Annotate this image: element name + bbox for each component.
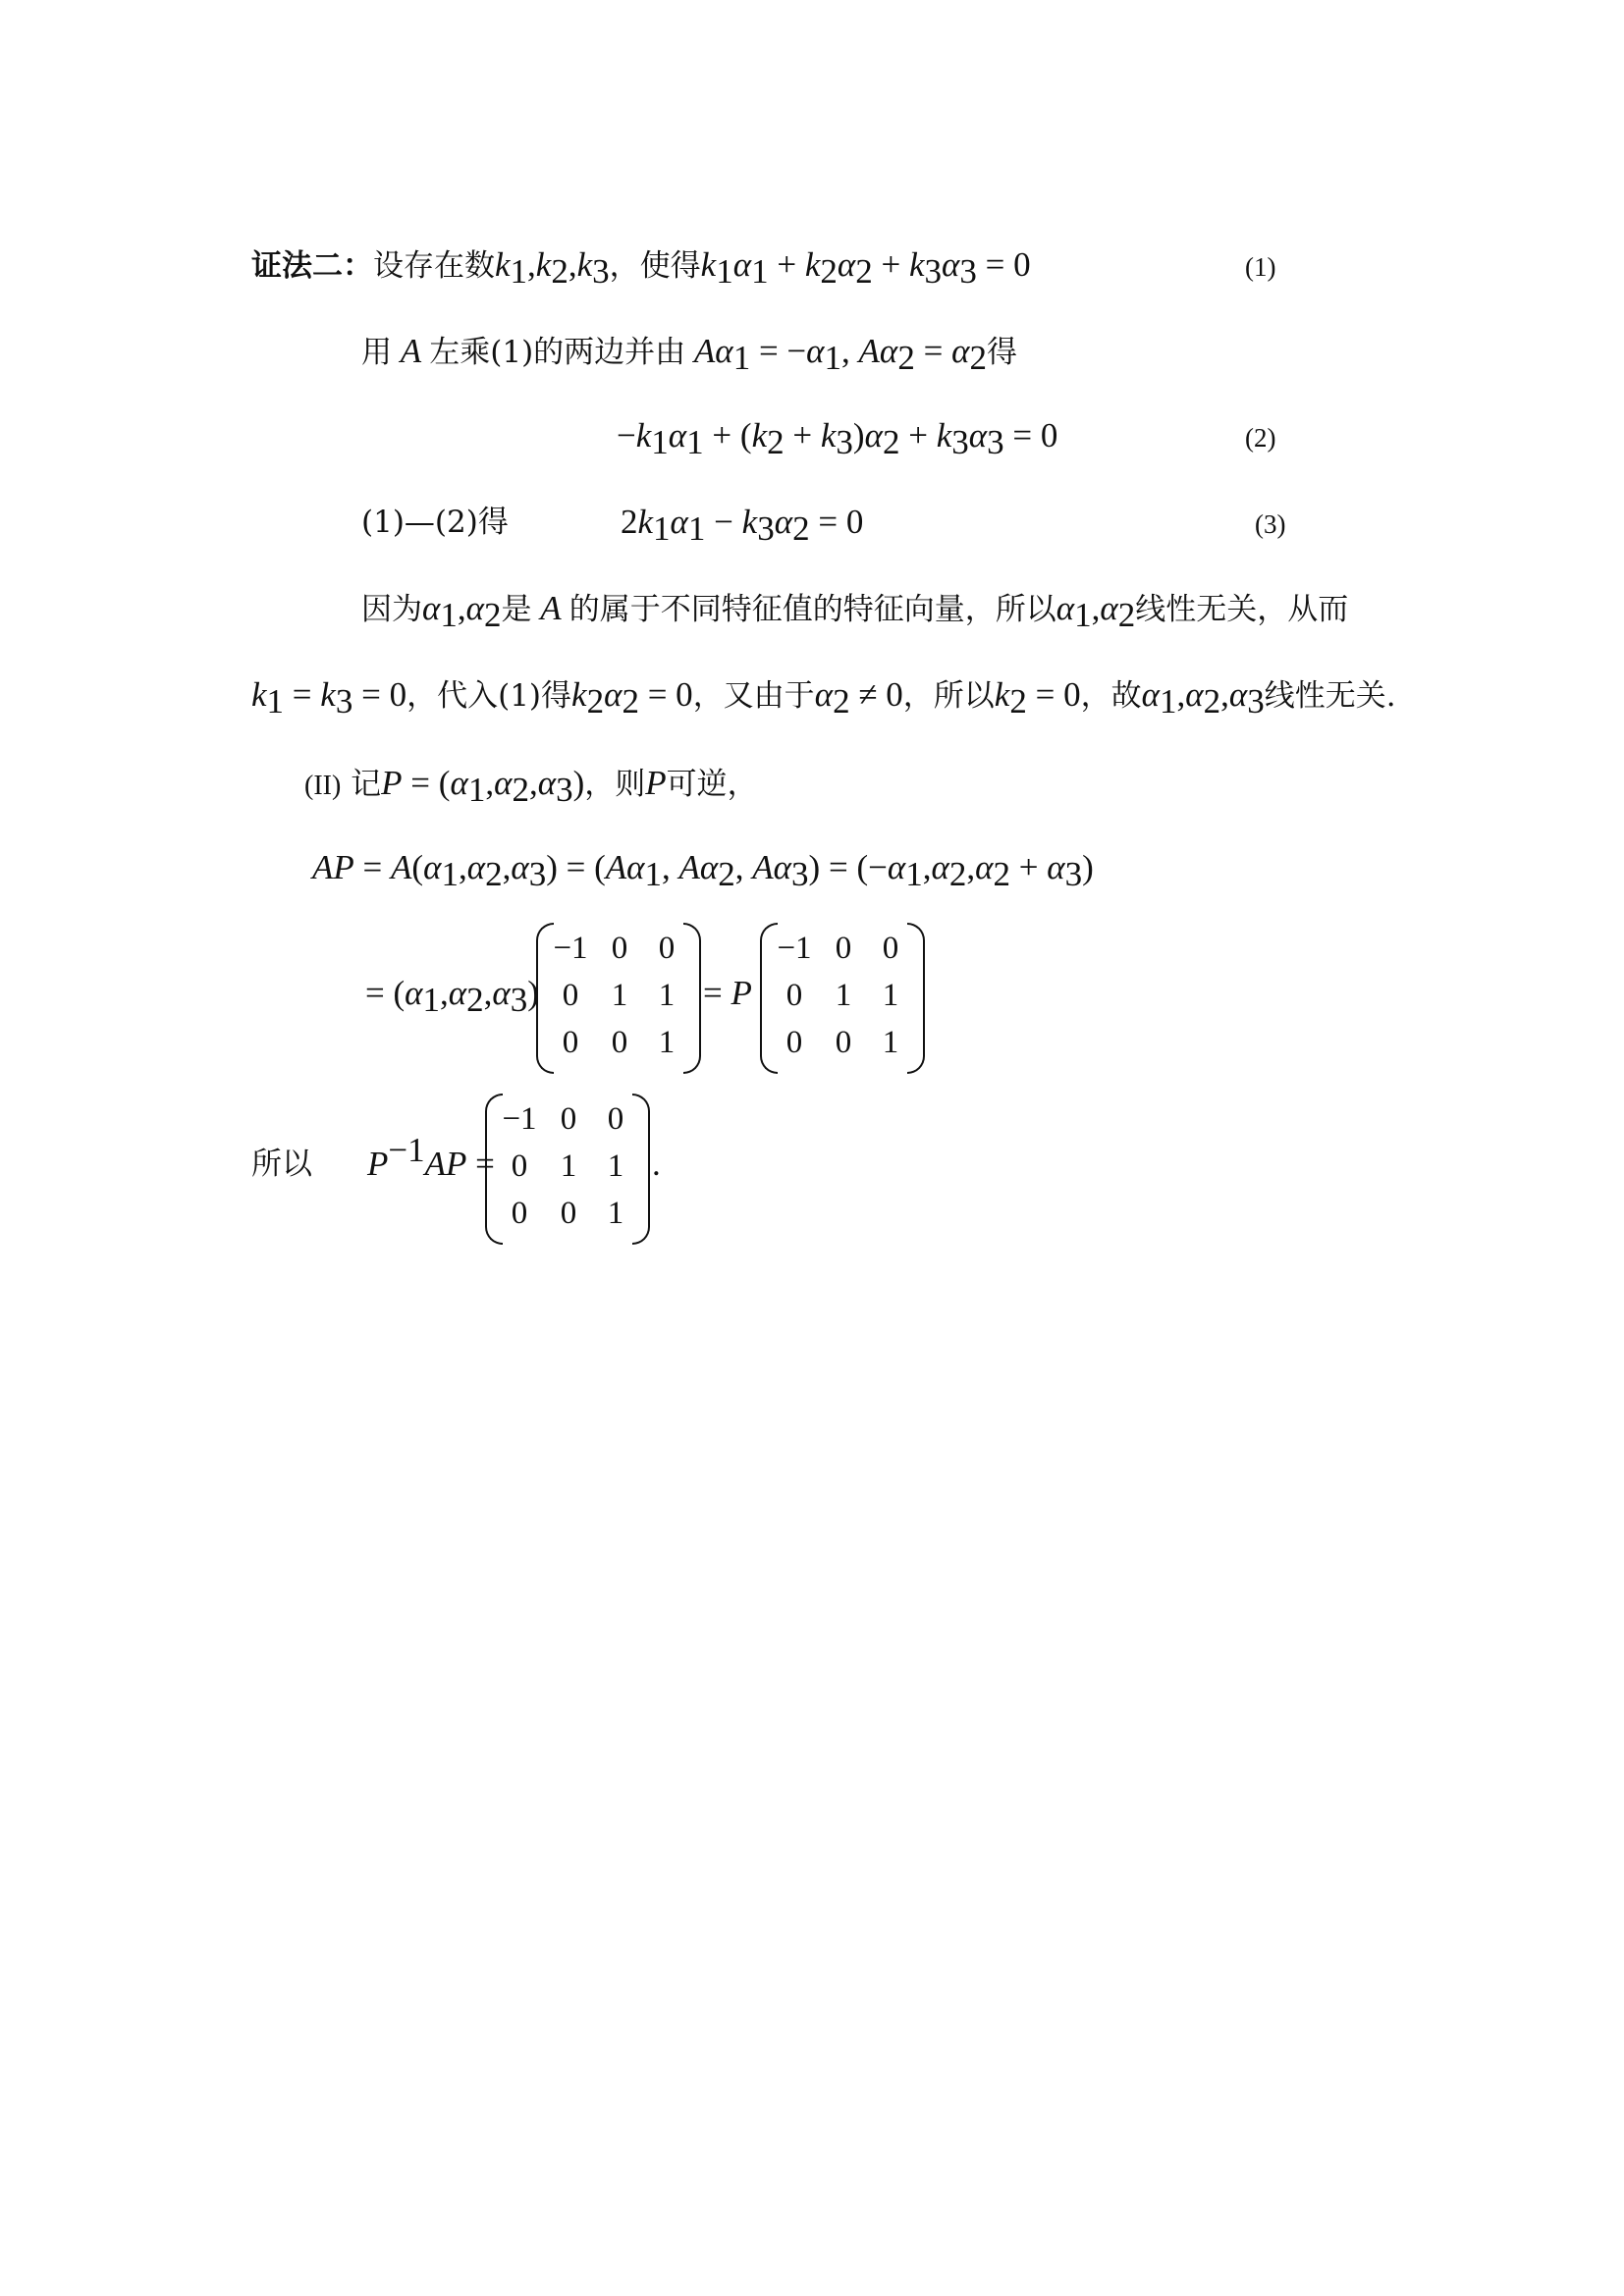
proof-line-10	[251, 1143, 312, 1186]
text: 记	[351, 767, 382, 802]
math: k	[495, 245, 511, 284]
matrix-cell: 0	[562, 1025, 579, 1060]
matrix-cell: 1	[658, 978, 676, 1013]
text: ，则	[584, 767, 646, 802]
proof-line-2: 用 A 左乘(1)的两边并由 $A\alpha_1 = -\alpha_1$, $A\alpha_2 = \alpha_2$得	[361, 332, 1017, 377]
proof-line-4	[361, 501, 509, 544]
proof-line-7: (II) 记$P = (\alpha_1,\alpha_2,\alpha_3)$，则P可逆，	[304, 764, 758, 809]
proof-label: 证法二：	[251, 248, 373, 284]
equals-P: = P	[703, 974, 752, 1012]
matrix-cell: 1	[560, 1148, 577, 1184]
matrix-cell: 0	[611, 931, 628, 966]
matrix-cell: 0	[835, 1025, 852, 1060]
matrix-cell: 0	[607, 1101, 624, 1137]
matrix-cell: 1	[607, 1148, 624, 1184]
matrix-cell: 1	[611, 978, 628, 1013]
text: 可逆，	[666, 767, 758, 802]
matrix-cell: 1	[658, 1025, 676, 1060]
matrix-cell: 0	[835, 931, 852, 966]
matrix-cell: 0	[560, 1101, 577, 1137]
text: 得	[986, 335, 1017, 370]
text: 左乘(1)的两边并由	[429, 335, 686, 370]
text: (1)—(2)得	[361, 505, 509, 540]
period: .	[652, 1145, 661, 1183]
text: ，代入(1)得	[406, 678, 572, 714]
equation-number-2: (2)	[1245, 423, 1276, 453]
part-label: (II)	[304, 771, 342, 801]
matrix-1	[536, 923, 701, 1072]
matrix-cell: 1	[882, 1025, 899, 1060]
text: ，使得	[609, 248, 701, 284]
equation-matrix-left: = $(\alpha_1,\alpha_2,\alpha_3)$	[365, 974, 539, 1019]
matrix-cell: 0	[560, 1196, 577, 1231]
matrix-cell: 0	[785, 1025, 803, 1060]
matrix-cell: −1	[553, 931, 588, 966]
matrix-cell: 0	[611, 1025, 628, 1060]
equation-2: $-k_1\alpha_1 + (k_2 + k_3)\alpha_2 + k_3\alpha_3 = 0$	[617, 416, 1058, 461]
proof-line-6: $k_1 = k_3 = 0$，代入(1)得$k_2\alpha_2 = 0$，又由于$\alpha_2 \ne 0$，所以$k_2 = 0$，故$\alpha_1,\alpha_2,\alpha_3$线性无关.	[251, 675, 1396, 721]
text: 线性无关.	[1264, 678, 1396, 714]
matrix-cell: 1	[607, 1196, 624, 1231]
text: 设存在数	[373, 248, 495, 284]
equation-AP: AP = $A(\alpha_1,\alpha_2,\alpha_3) = (A\alpha_1$, $A\alpha_2$, $A\alpha_3) = (-\alpha_1,\alpha_2,\alpha_2 + \alpha_3)$	[312, 848, 1094, 893]
matrix-2	[760, 923, 925, 1072]
matrix-cell: 0	[562, 978, 579, 1013]
matrix-cell: 0	[511, 1148, 528, 1184]
text: ，又由于	[692, 678, 815, 714]
matrix-3	[485, 1094, 650, 1243]
text: 的属于不同特征值的特征向量，所以	[568, 592, 1056, 627]
text: 是	[501, 592, 532, 627]
equation-number-1: (1)	[1245, 252, 1276, 282]
proof-line-1: 证法二：设存在数$k_1,k_2,k_3$，使得$k_1\alpha_1 + k_2\alpha_2 + k_3\alpha_3 = 0$	[251, 245, 1031, 291]
text: ，所以	[902, 678, 995, 714]
proof-line-5: 因为$\alpha_1,\alpha_2$是 A 的属于不同特征值的特征向量，所以$\alpha_1,\alpha_2$线性无关，从而	[361, 589, 1349, 634]
equation-number-3: (3)	[1255, 509, 1286, 539]
matrix-cell: 0	[882, 931, 899, 966]
text: 用	[361, 335, 392, 370]
text: 线性无关，从而	[1135, 592, 1349, 627]
matrix-cell: −1	[777, 931, 812, 966]
equation-PinvAP: $P^{-1}AP$ =	[367, 1131, 495, 1183]
text: 所以	[251, 1147, 312, 1182]
equation-3: $2k_1\alpha_1 - k_3\alpha_2 = 0$	[621, 503, 864, 548]
matrix-cell: −1	[502, 1101, 537, 1137]
matrix-cell: 0	[658, 931, 676, 966]
text: ，故	[1080, 678, 1142, 714]
matrix-cell: 1	[835, 978, 852, 1013]
matrix-cell: 0	[511, 1196, 528, 1231]
matrix-cell: 0	[785, 978, 803, 1013]
text: 因为	[361, 592, 422, 627]
matrix-cell: 1	[882, 978, 899, 1013]
